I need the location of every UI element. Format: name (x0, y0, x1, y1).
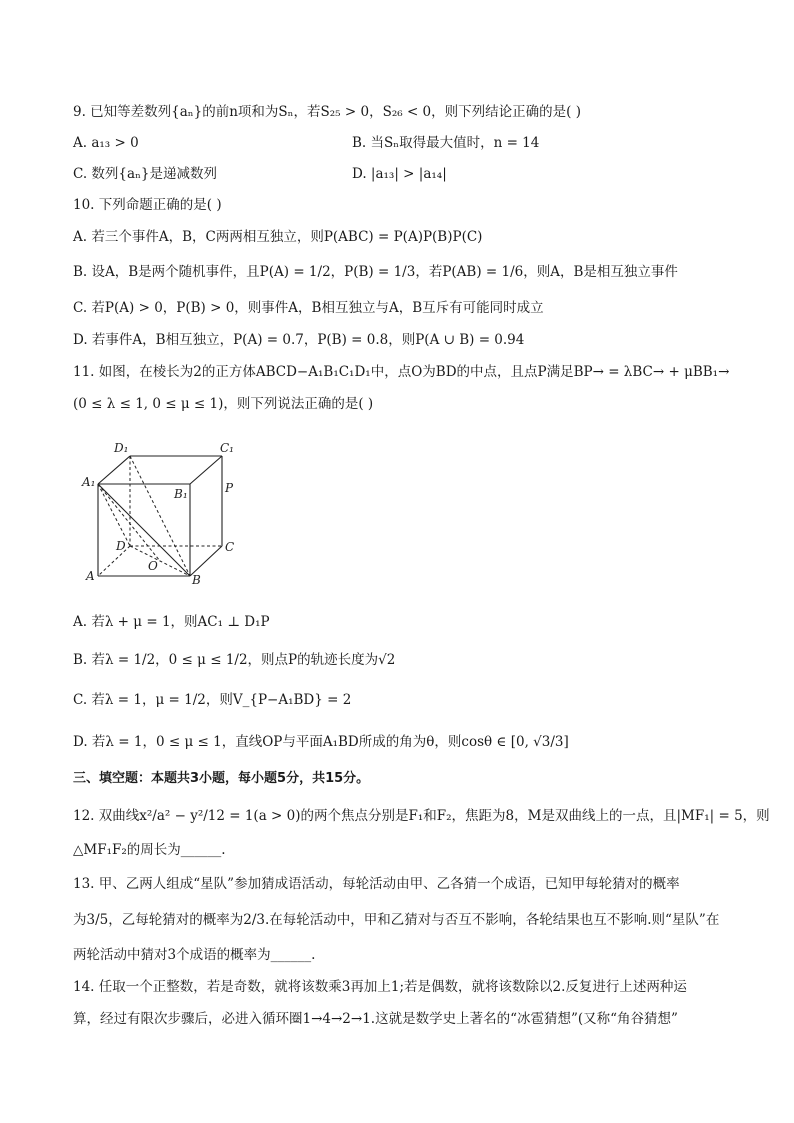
hidden-segment-d1-b (130, 456, 190, 576)
q11-stem-line1: 11. 如图，在棱长为2的正方体ABCD−A₁B₁C₁D₁中，点O为BD的中点，且点P满足BP→ = λBC→ + μBB₁→ (73, 364, 730, 380)
section-3-heading: 三、填空题：本题共3小题，每小题5分，共15分。 (73, 771, 370, 786)
q9-option-d: D. |a₁₃| > |a₁₄| (352, 166, 447, 182)
q11-option-a: A. 若λ + μ = 1，则AC₁ ⊥ D₁P (73, 614, 270, 630)
q10-option-b: B. 设A，B是两个随机事件，且P(A) = 1/2，P(B) = 1/3，若P(AB) = 1/6，则A，B是相互独立事件 (73, 264, 678, 280)
q11-stem-line2: (0 ≤ λ ≤ 1, 0 ≤ μ ≤ 1)，则下列说法正确的是( ) (73, 396, 374, 412)
q14-line2: 算，经过有限次步骤后，必进入循环圈1→4→2→1.这就是数学史上著名的“冰雹猜想”(又称“角谷猜想” (73, 1011, 678, 1027)
q13-line1: 13. 甲、乙两人组成“星队”参加猜成语活动，每轮活动由甲、乙各猜一个成语，已知甲每轮猜对的概率 (73, 876, 680, 892)
cube-figure (78, 436, 248, 588)
label-c1: C₁ (220, 441, 234, 455)
label-a: A (86, 569, 95, 583)
hidden-segment-a1-d (98, 484, 130, 546)
q9-option-b: B. 当Sₙ取得最大值时，n = 14 (352, 135, 540, 151)
q12-line2: △MF₁F₂的周长为______. (73, 842, 226, 858)
label-d: D (116, 539, 126, 553)
q10-option-a: A. 若三个事件A，B，C两两相互独立，则P(ABC) = P(A)P(B)P(C) (73, 229, 483, 245)
label-d1: D₁ (114, 441, 129, 455)
hidden-segment-a1-o (98, 484, 160, 561)
label-o: O (148, 559, 158, 573)
q11-option-b: B. 若λ = 1/2，0 ≤ μ ≤ 1/2，则点P的轨迹长度为√2 (73, 652, 396, 668)
q11-option-d: D. 若λ = 1，0 ≤ μ ≤ 1，直线OP与平面A₁BD所成的角为θ，则cosθ ∈ [0, √3/3] (73, 734, 569, 750)
edge-d1-a1 (98, 456, 130, 484)
q12-line1: 12. 双曲线x²/a² − y²/12 = 1(a > 0)的两个焦点分别是F₁和F₂，焦距为8，M是双曲线上的一点，且|MF₁| = 5，则 (73, 808, 770, 824)
q13-line2: 为3/5，乙每轮猜对的概率为2/3.在每轮活动中，甲和乙猜对与否互不影响，各轮结果也互不影响.则“星队”在 (73, 912, 720, 928)
q9-stem: 9. 已知等差数列{aₙ}的前n项和为Sₙ，若S₂₅ > 0，S₂₆ < 0，则下列结论正确的是( ) (73, 104, 581, 120)
label-b1: B₁ (174, 487, 188, 501)
edge-b-c (190, 546, 222, 576)
q10-option-d: D. 若事件A，B相互独立，P(A) = 0.7，P(B) = 0.8，则P(A ∪ B) = 0.94 (73, 332, 525, 348)
q10-option-c: C. 若P(A) > 0，P(B) > 0，则事件A，B相互独立与A，B互斥有可能同时成立 (73, 300, 544, 316)
q13-line3: 两轮活动中猜对3个成语的概率为______. (73, 947, 316, 963)
label-c: C (225, 540, 235, 554)
label-a1: A₁ (82, 475, 96, 489)
q11-option-c: C. 若λ = 1，μ = 1/2，则V_{P−A₁BD} = 2 (73, 692, 352, 708)
label-b: B (192, 573, 201, 587)
q9-option-a: A. a₁₃ > 0 (73, 135, 139, 151)
label-p: P (225, 481, 234, 495)
q9-option-c: C. 数列{aₙ}是递减数列 (73, 166, 217, 182)
q14-line1: 14. 任取一个正整数，若是奇数，就将该数乘3再加上1;若是偶数，就将该数除以2.反复进行上述两种运 (73, 979, 687, 995)
edge-c1-b1 (190, 456, 222, 484)
hidden-segment-d-b (130, 546, 190, 576)
q10-stem: 10. 下列命题正确的是( ) (73, 197, 222, 213)
